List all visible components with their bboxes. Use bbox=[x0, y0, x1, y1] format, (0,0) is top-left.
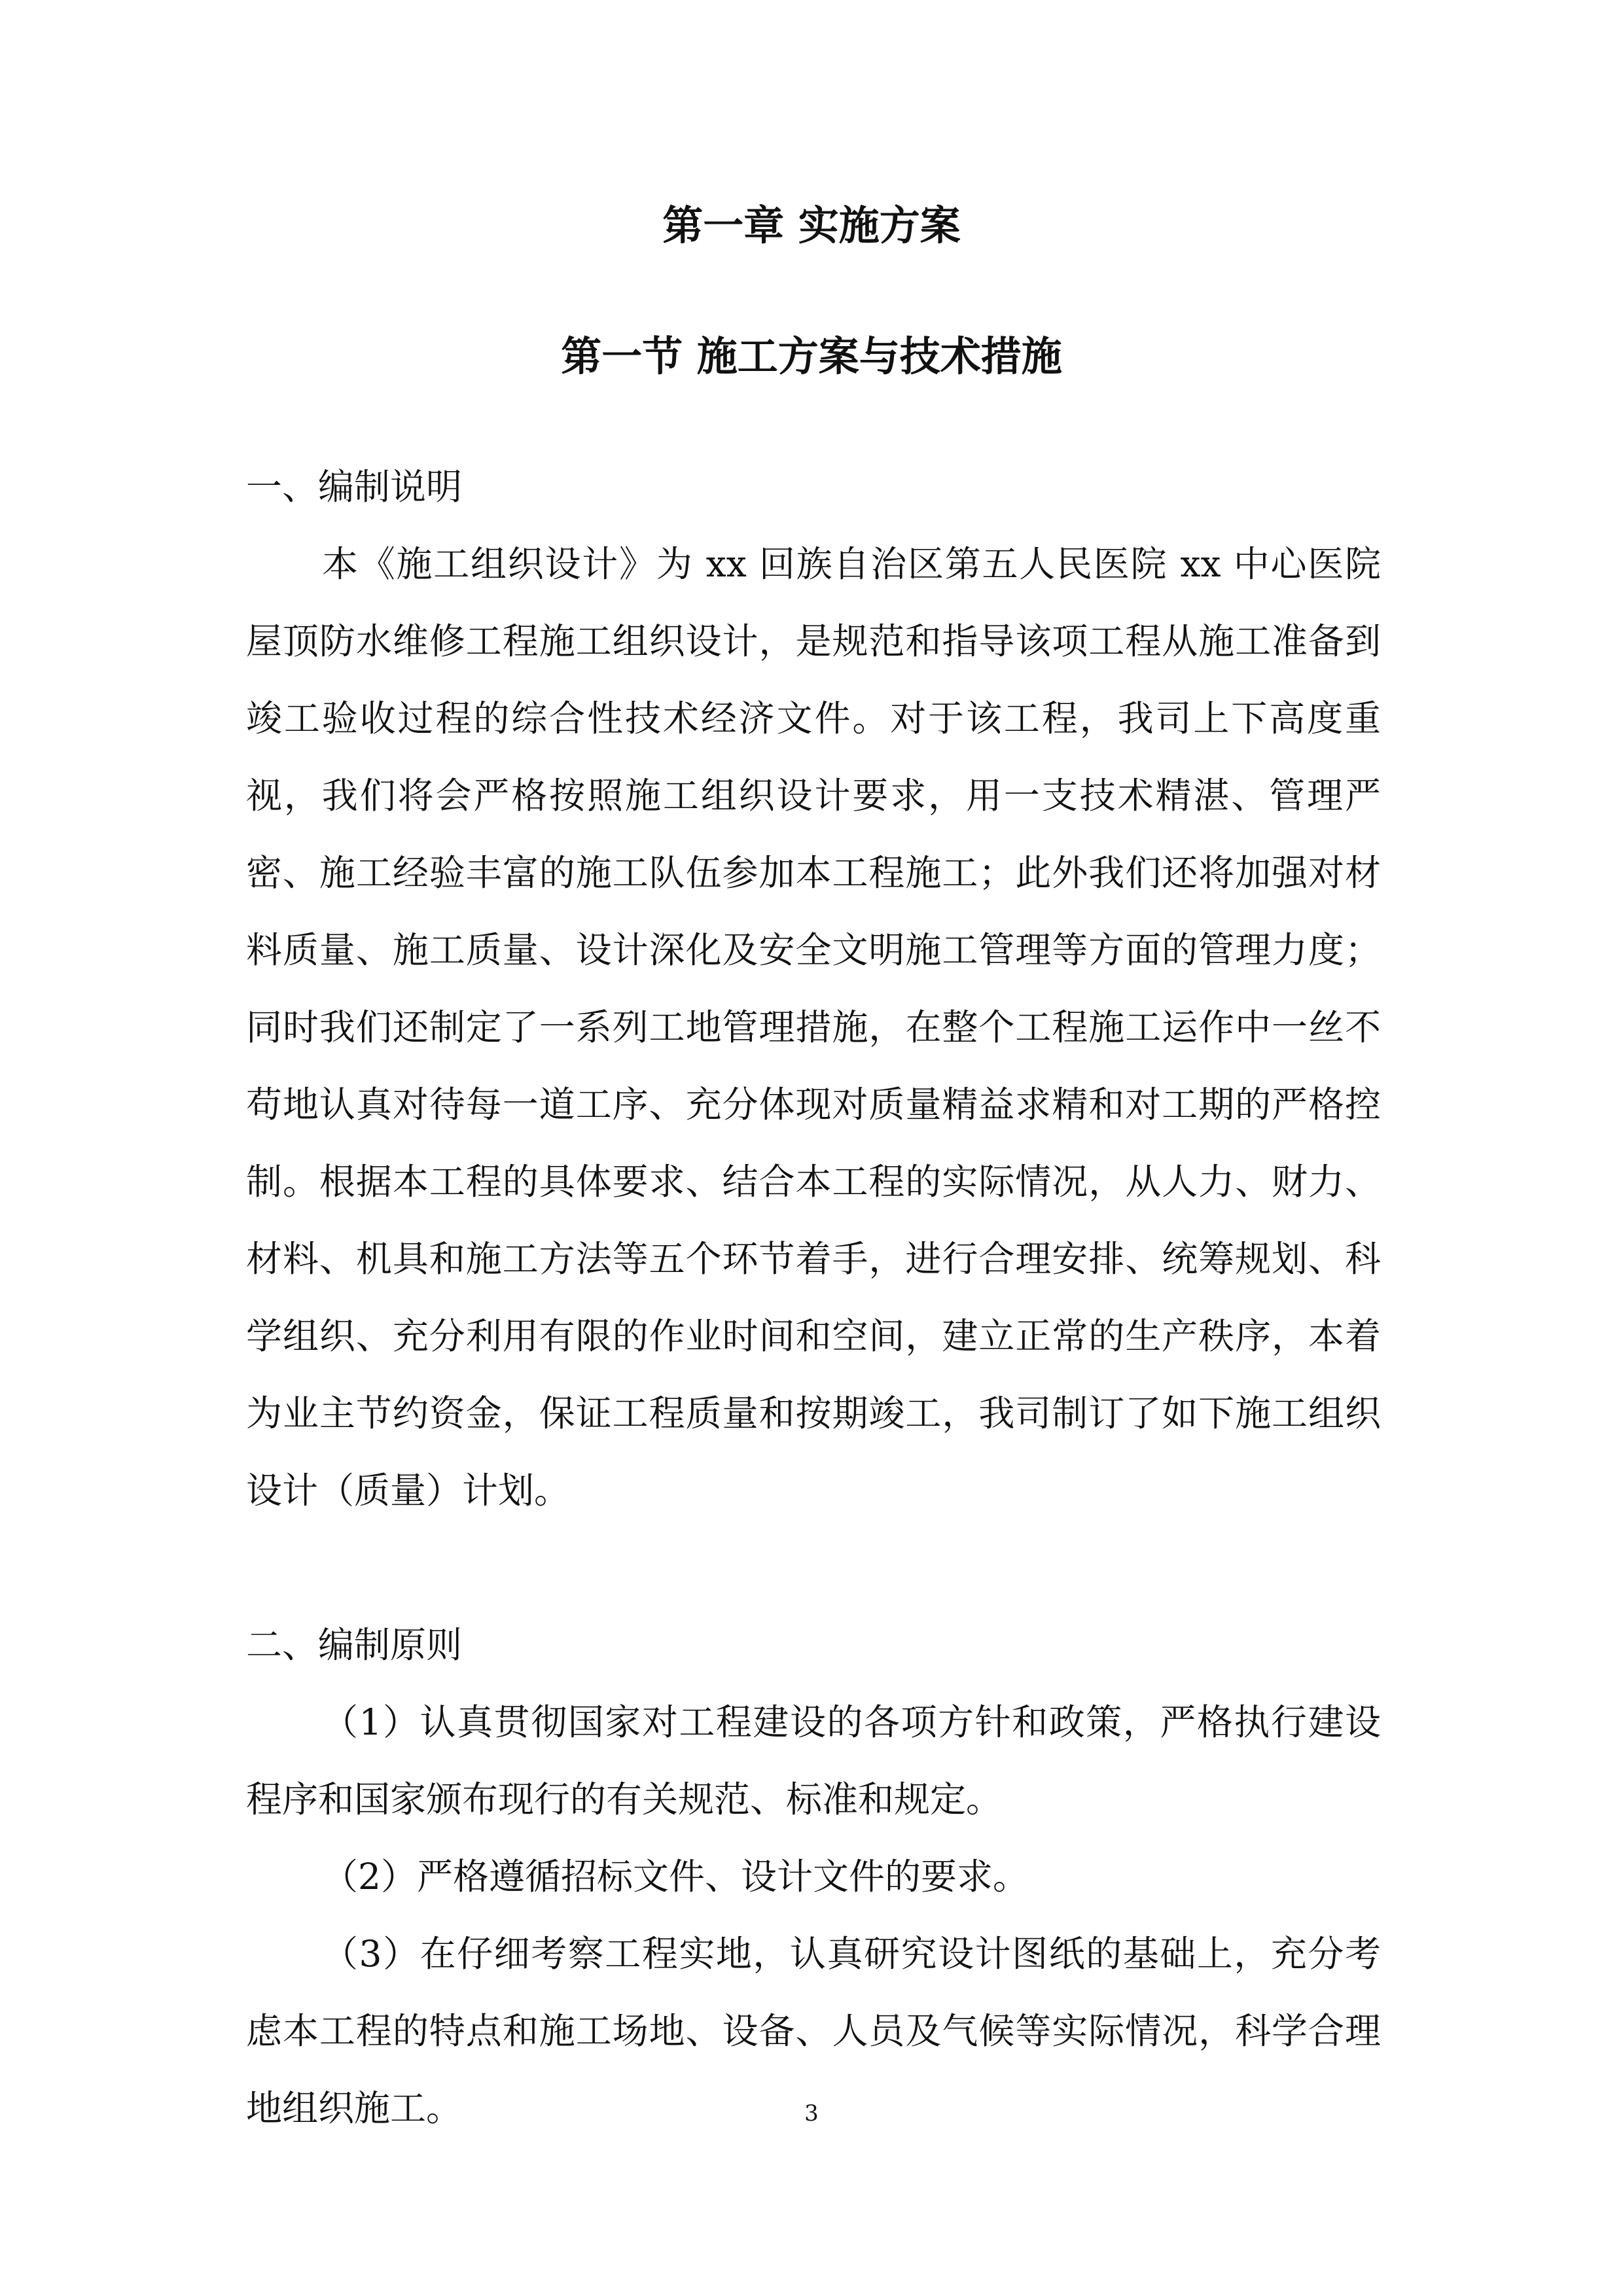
heading-compilation-principles: 二、编制原则 bbox=[246, 1624, 463, 1666]
heading-compilation-notes: 一、编制说明 bbox=[246, 466, 463, 508]
principle-item-1: （1）认真贯彻国家对工程建设的各项方针和政策，严格执行建设程序和国家颁布现行的有关规范、标准和规定。 bbox=[246, 1701, 1381, 1820]
body-content bbox=[246, 448, 1381, 2147]
principle-item-3: （3）在仔细考察工程实地，认真研究设计图纸的基础上，充分考虑本工程的特点和施工场地、设备、人员及气候等实际情况，科学合理地组织施工。 bbox=[246, 1933, 1381, 2129]
spacer bbox=[246, 1529, 1381, 1606]
page-number: 3 bbox=[804, 2100, 819, 2127]
chapter-title: 第一章 实施方案 bbox=[662, 202, 961, 249]
principle-item-2: （2）严格遵循招标文件、设计文件的要求。 bbox=[322, 1856, 1029, 1898]
section-title: 第一节 施工方案与技术措施 bbox=[561, 332, 1062, 380]
paragraph-compilation-notes: 本《施工组织设计》为 xx 回族自治区第五人民医院 xx 中心医院屋顶防水维修工程施工组织设计，是规范和指导该项工程从施工准备到竣工验收过程的综合性技术经济文件。对于该工程，我司上下高度重视，我们将会严格按照施工组织设计要求，用一支技术精湛、管理严密、施工经验丰富的施工队伍参加本工程施工；此外我们还将加强对材料质量、施工质量、设计深化及安全文明施工管理等方面的管理力度；同时我们还制定了一系列工地管理措施，在整个工程施工运作中一丝不苟地认真对待每一道工序、充分体现对质量精益求精和对工期的严格控制。根据本工程的具体要求、结合本工程的实际情况，从人力、财力、材料、机具和施工方法等五个环节着手，进行合理安排、统筹规划、科学组织、充分利用有限的作业时间和空间，建立正常的生产秩序，本着为业主节约资金，保证工程质量和按期竣工，我司制订了如下施工组织设计（质量）计划。 bbox=[246, 543, 1381, 1511]
